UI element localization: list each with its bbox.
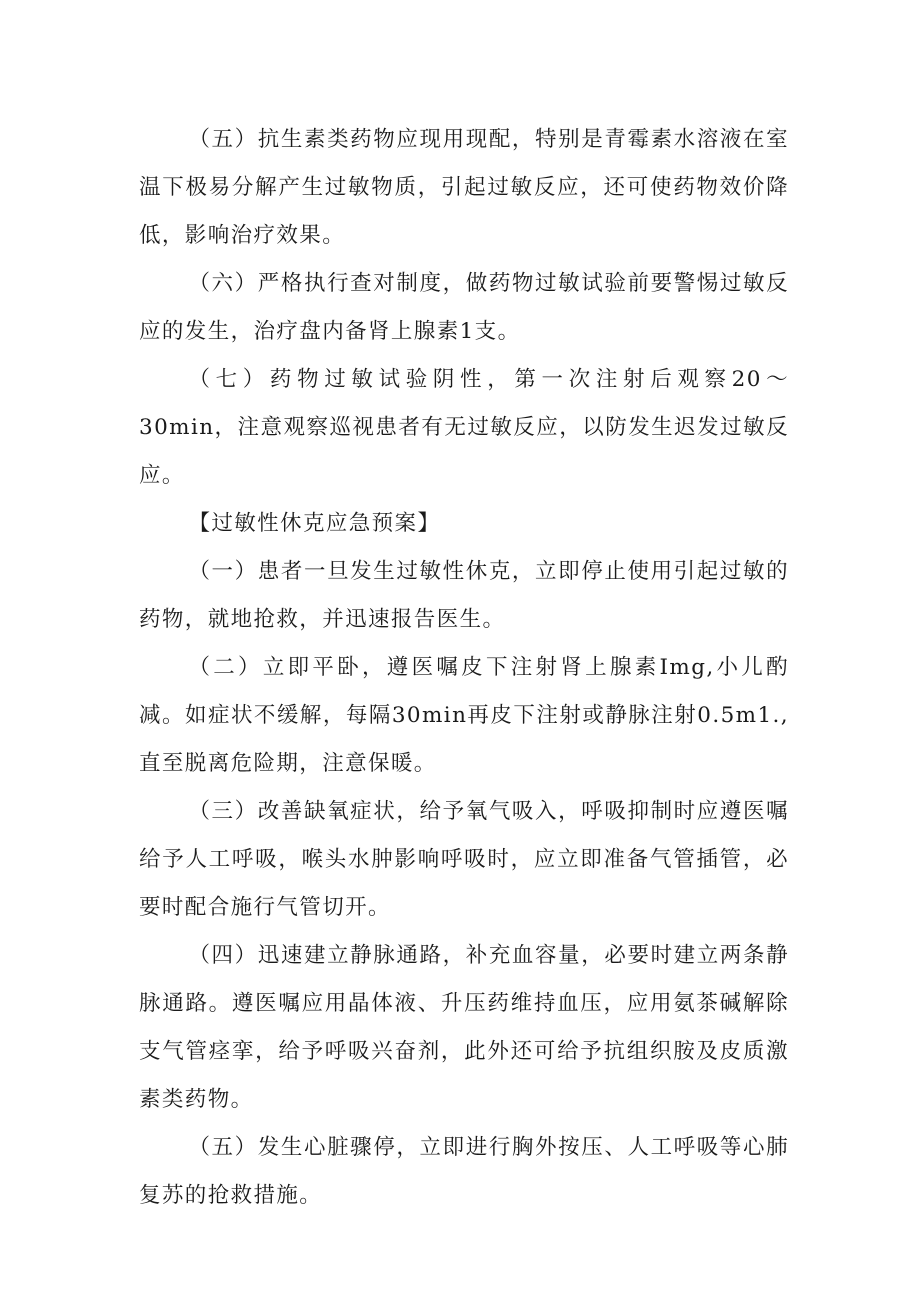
- paragraph-observation: （七）药物过敏试验阴性，第一次注射后观察20～30min，注意观察巡视患者有无过敏反应，以防发生迟发过敏反应。: [139, 367, 789, 488]
- plan-item-3: （三）改善缺氧症状，给予氧气吸入，呼吸抑制时应遵医嘱给予人工呼吸，喉头水肿影响呼吸时，应立即准备气管插管，必要时配合施行气管切开。: [139, 799, 789, 920]
- document-body: [139, 116, 789, 1220]
- section-heading: 【过敏性休克应急预案】: [188, 511, 441, 536]
- plan-item-4: （四）迅速建立静脉通路，补充血容量，必要时建立两条静脉通路。遵医嘱应用晶体液、升压药维持血压，应用氨茶碱解除支气管痉挛，给予呼吸兴奋剂，此外还可给予抗组织胺及皮质激素类药物。: [139, 943, 789, 1112]
- plan-item-2: （二）立即平卧，遵医嘱皮下注射肾上腺素Img,小儿酌减。如症状不缓解，每隔30min再皮下注射或静脉注射0.5m1.,直至脱离危险期，注意保暖。: [139, 655, 789, 776]
- plan-item-5: （五）发生心脏骤停，立即进行胸外按压、人工呼吸等心肺复苏的抢救措施。: [139, 1135, 789, 1208]
- paragraph-antibiotics: （五）抗生素类药物应现用现配，特别是青霉素水溶液在室温下极易分解产生过敏物质，引起过敏反应，还可使药物效价降低，影响治疗效果。: [139, 127, 789, 248]
- paragraph-verification: （六）严格执行查对制度，做药物过敏试验前要警惕过敏反应的发生，治疗盘内备肾上腺素1支。: [139, 271, 789, 344]
- plan-item-1: （一）患者一旦发生过敏性休克，立即停止使用引起过敏的药物，就地抢救，并迅速报告医生。: [139, 559, 789, 632]
